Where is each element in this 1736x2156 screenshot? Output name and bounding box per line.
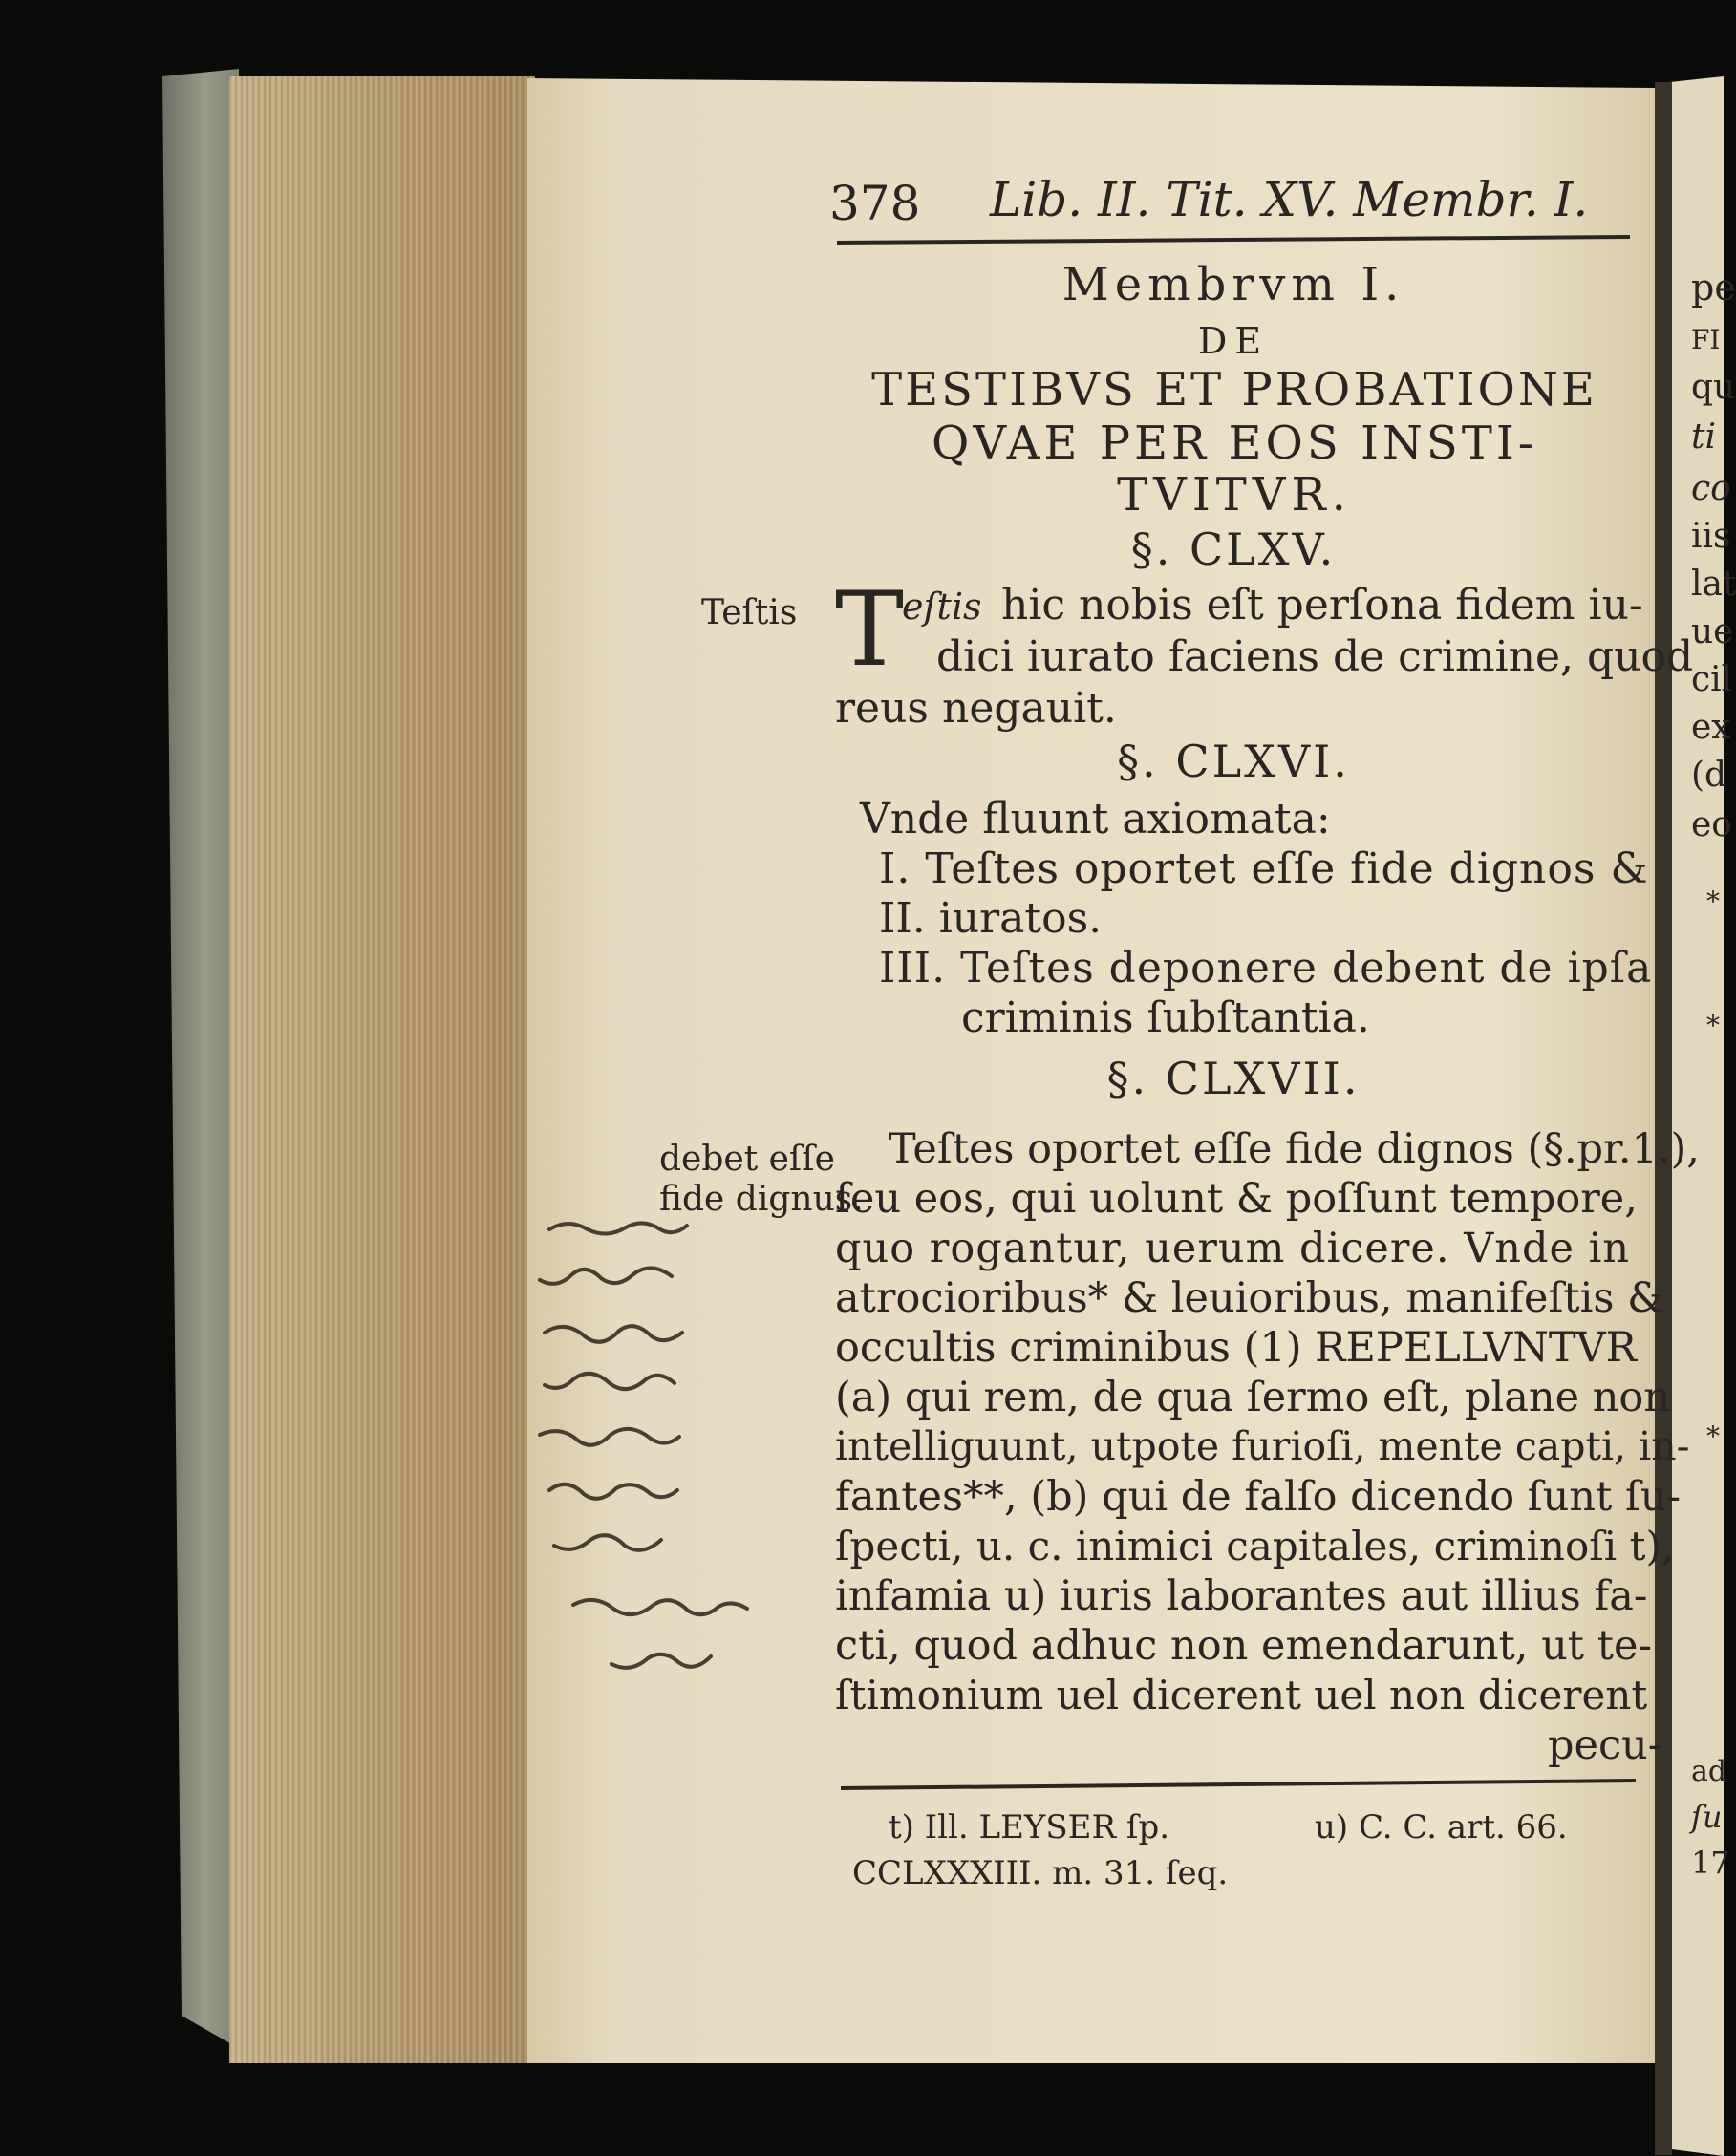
s167-line-8: fantes**, (b) qui de falſo dicendo ſunt ſu-: [835, 1473, 1682, 1521]
frag-5: iis: [1691, 517, 1731, 556]
s167-line-3: quo rogantur, uerum dicere. Vnde in: [835, 1225, 1631, 1272]
running-head: Lib. II. Tit. XV. Membr. I.: [990, 172, 1589, 227]
margin-note-testis: Teſtis: [701, 593, 798, 632]
de-heading: DE: [1197, 320, 1270, 362]
s167-line-7: intelliguunt, utpote furioſi, mente capti, in-: [835, 1423, 1690, 1469]
frag-8: cil: [1691, 660, 1733, 699]
frag-17: 17: [1691, 1845, 1730, 1881]
frag-0: pe: [1691, 267, 1736, 309]
membrum-heading: Membrvm I.: [1061, 258, 1405, 311]
s167-line-2: ſeu eos, qui uolunt & poſſunt tempore,: [835, 1175, 1638, 1223]
frag-3: ti: [1691, 417, 1716, 457]
s166-intro: Vnde fluunt axiomata:: [860, 795, 1331, 843]
frag-16: ſu: [1691, 1799, 1723, 1835]
frag-14: *: [1706, 1420, 1720, 1452]
first-word-rest: eſtis: [902, 586, 982, 628]
axiom-2: II. iuratos.: [879, 894, 1103, 943]
footnote-t-line-2: CCLXXXIII. m. 31. ſeq.: [852, 1854, 1229, 1892]
s167-line-5: occultis criminibus (1) REPELLVNTVR: [835, 1324, 1638, 1372]
axiom-3-cont: criminis ſubſtantia.: [961, 993, 1370, 1042]
frag-6: lat: [1691, 565, 1736, 604]
s167-line-9: ſpecti, u. c. inimici capitales, criminoſi t),: [835, 1523, 1675, 1569]
frag-10: (d: [1691, 756, 1727, 795]
frag-11: eo: [1691, 805, 1732, 844]
footnote-t-line-1: t) Ill. LEYSER ſp.: [889, 1808, 1170, 1846]
frag-13: *: [1706, 1010, 1720, 1041]
title-line-3: TVITVR.: [1117, 468, 1352, 522]
footnote-u: u) C. C. art. 66.: [1315, 1808, 1568, 1846]
margin-note-debet-2: fide dignus.: [659, 1180, 864, 1219]
axiom-1: I. Teſtes oportet eſſe fide dignos &: [879, 844, 1649, 893]
margin-note-debet-1: debet eſſe: [659, 1140, 835, 1179]
s167-line-4: atrocioribus* & leuioribus, manifeſtis &: [835, 1274, 1664, 1322]
frag-15: ad: [1691, 1755, 1727, 1788]
frag-9: ex: [1691, 708, 1731, 747]
frag-12: *: [1706, 886, 1720, 917]
s165-line-3: reus negauit.: [835, 684, 1117, 733]
s167-line-12: ſtimonium uel dicerent uel non dicerent: [835, 1672, 1648, 1718]
frag-2: qu: [1691, 368, 1736, 407]
s165-line-1: hic nobis eſt perſona fidem iu-: [1001, 581, 1643, 630]
s165-line-2: dici iurato faciens de crimine, quod: [936, 632, 1694, 681]
frag-1: FI: [1691, 324, 1721, 355]
axiom-3: III. Teſtes deponere debent de ipſa: [879, 944, 1653, 993]
s167-line-1: Teſtes oportet eſſe fide dignos (§.pr.1.),: [889, 1125, 1700, 1173]
page-number: 378: [829, 176, 921, 231]
s167-line-10: infamia u) iuris laborantes aut illius fa-: [835, 1572, 1648, 1620]
s167-line-6: (a) qui rem, de qua ſermo eſt, plane non: [835, 1374, 1671, 1421]
section-label-165: §. CLXV.: [1130, 523, 1337, 575]
section-label-167: §. CLXVII.: [1106, 1053, 1361, 1104]
drop-cap: T: [835, 570, 905, 690]
title-line-2: QVAE PER EOS INSTI-: [931, 416, 1538, 470]
section-label-166: §. CLXVI.: [1117, 736, 1350, 787]
frag-4: co: [1691, 469, 1731, 508]
frag-7: ue: [1691, 612, 1734, 651]
s167-line-11: cti, quod adhuc non emendarunt, ut te-: [835, 1622, 1652, 1670]
catchword: pecu-: [1548, 1721, 1662, 1769]
title-line-1: TESTIBVS ET PROBATIONE: [871, 363, 1597, 416]
